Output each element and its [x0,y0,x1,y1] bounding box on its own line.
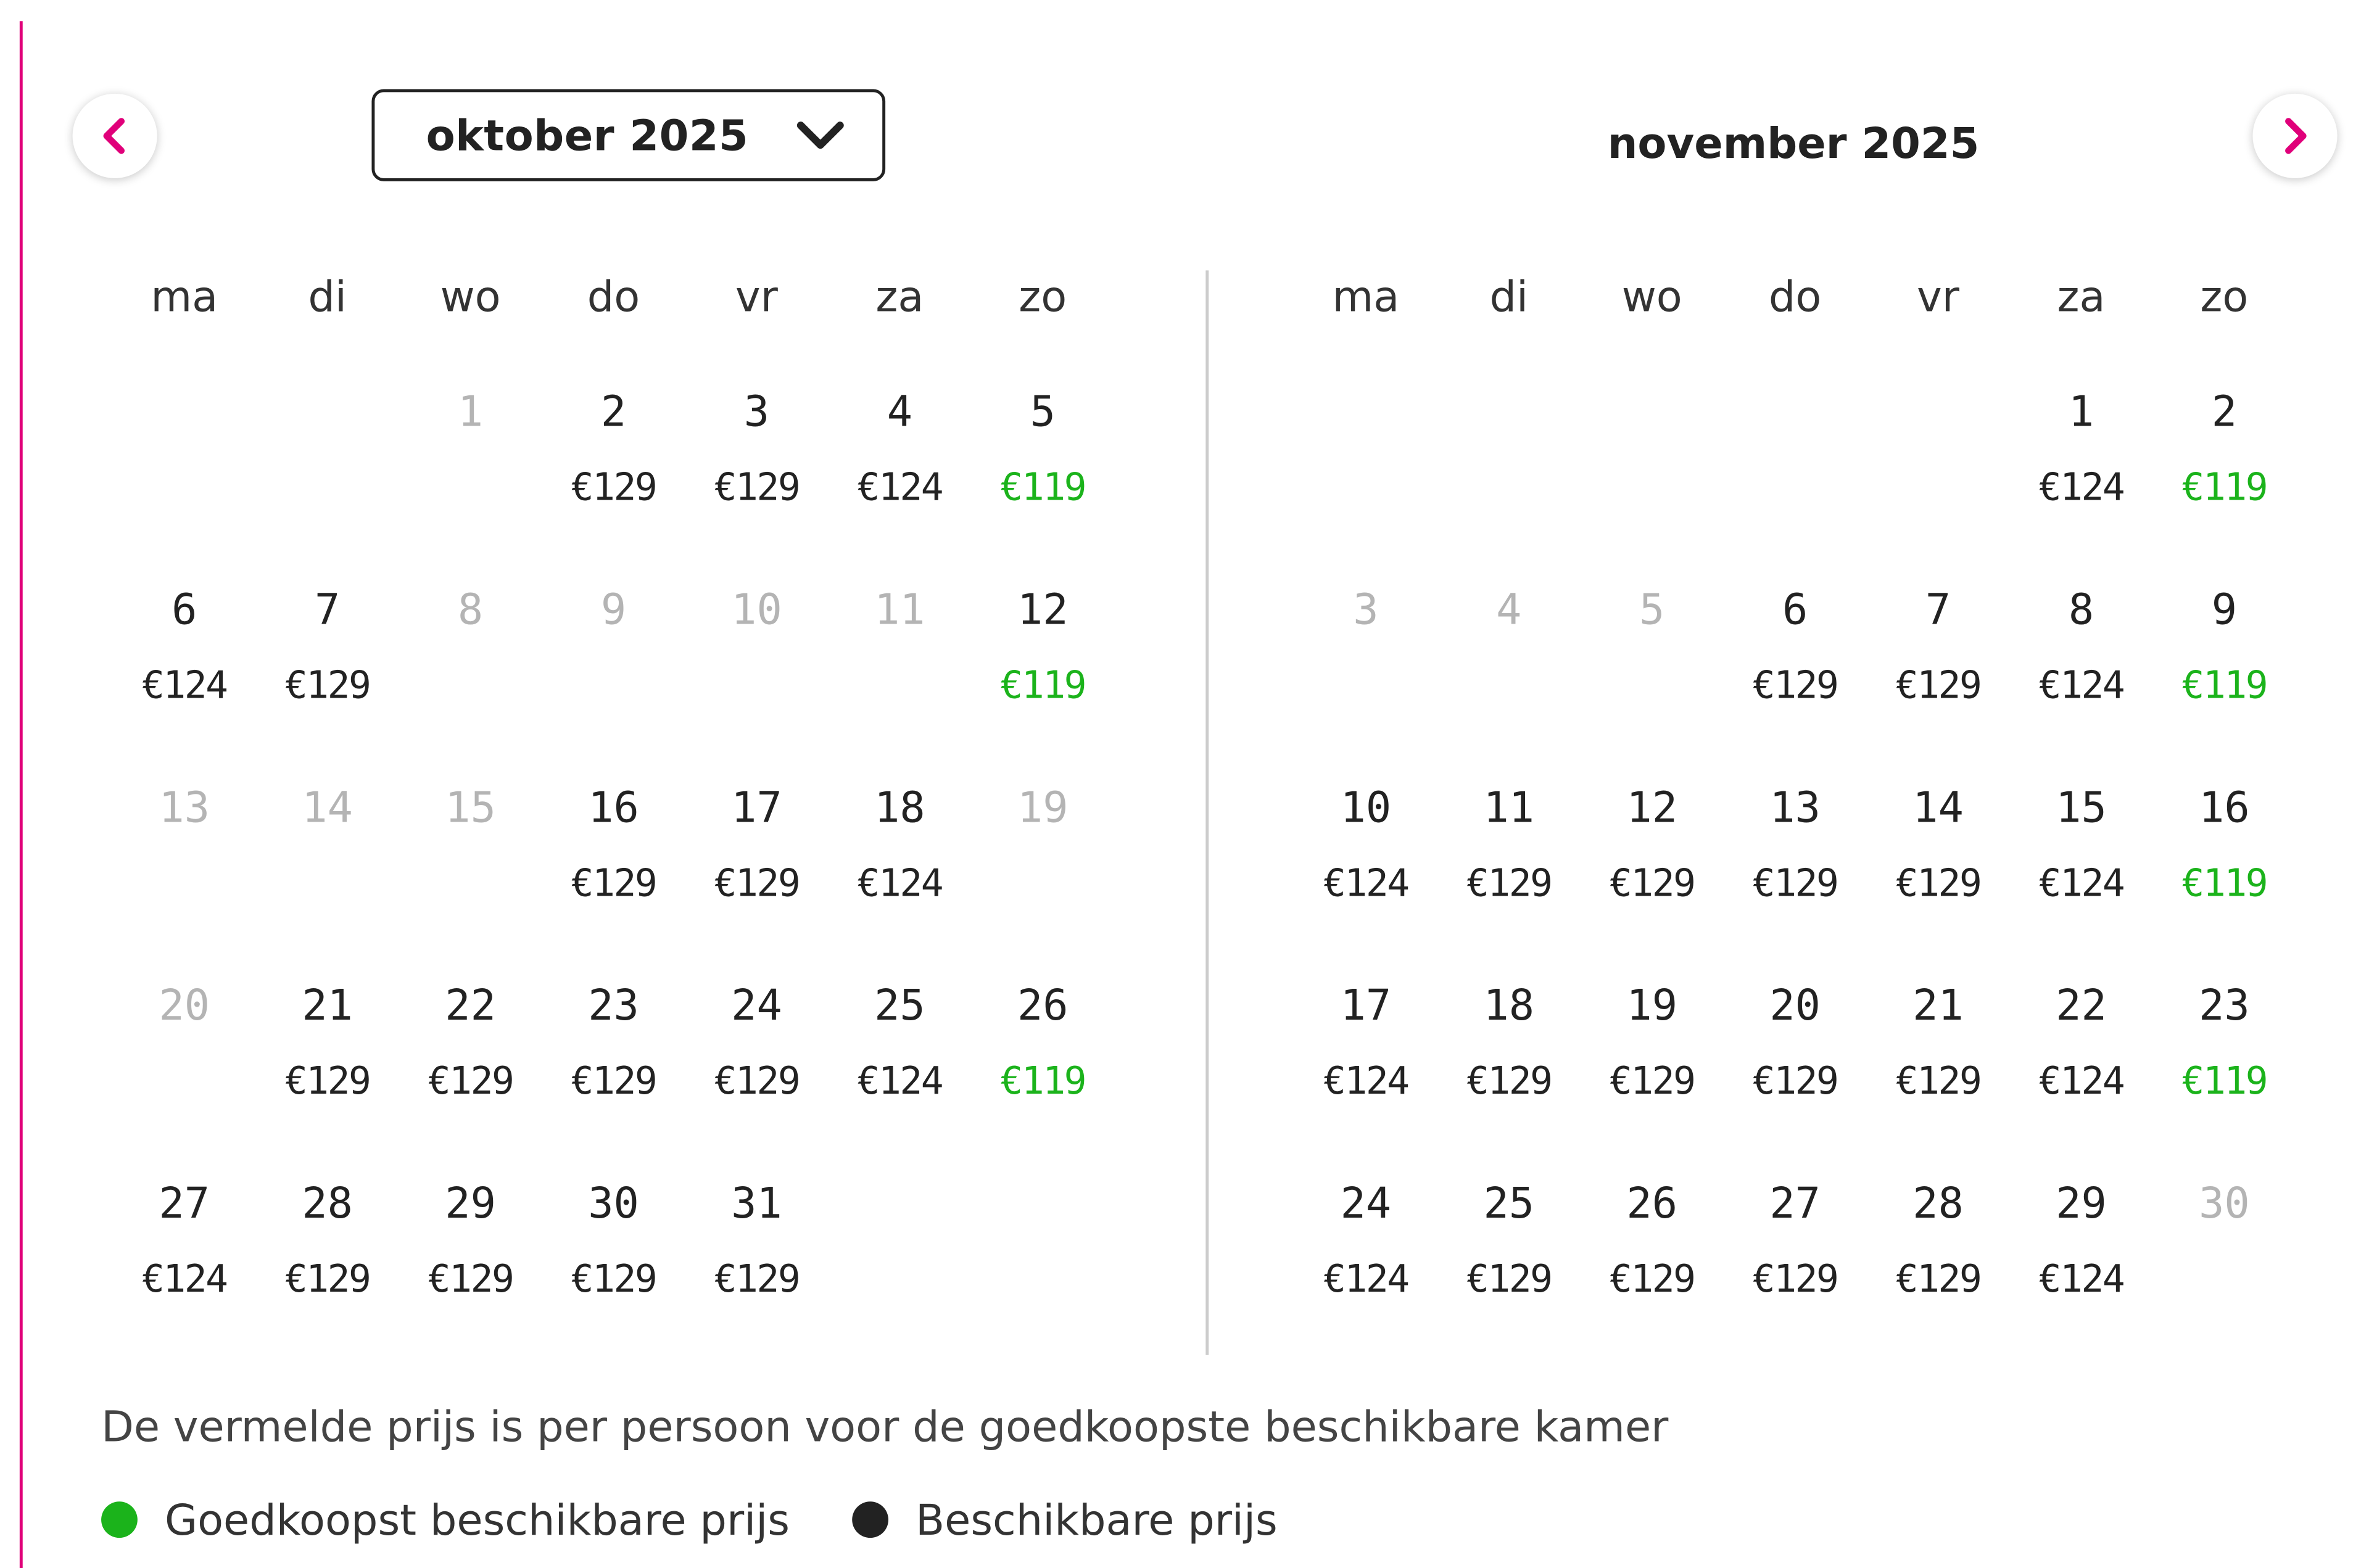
day-cell[interactable] [1296,783,1435,949]
weekday-header: za [2057,271,2106,322]
day-number: 29 [2056,1178,2107,1229]
day-cell[interactable] [830,387,969,553]
day-number: 28 [1912,1178,1964,1229]
day-price: €119 [2181,1058,2267,1103]
day-cell [2155,1178,2294,1344]
day-price: €129 [571,1256,656,1301]
day-price: €119 [1000,465,1086,510]
day-cell[interactable] [544,387,683,553]
day-number: 19 [1017,782,1069,833]
day-price: €129 [1752,1256,1838,1301]
day-cell[interactable] [401,1178,540,1344]
day-price: €129 [1609,1256,1695,1301]
day-price: €129 [1895,663,1981,708]
day-number: 9 [2211,584,2238,635]
day-price: €119 [2181,860,2267,905]
day-number: 4 [1496,584,1522,635]
legend-cheapest [101,1490,790,1550]
day-cell [401,585,540,751]
day-cell [258,783,397,949]
day-price: €129 [1752,1058,1838,1103]
weekday-header: ma [151,271,218,322]
day-number: 5 [1639,584,1665,635]
day-cell[interactable] [974,585,1112,751]
month-dropdown-label: oktober 2025 [426,110,749,160]
day-cell[interactable] [115,1178,254,1344]
day-cell [1582,585,1721,751]
day-cell [544,585,683,751]
legend-label-available: Beschikbare prijs [916,1495,1278,1545]
day-cell[interactable] [115,585,254,751]
month-divider [1205,270,1209,1355]
day-number: 26 [1626,1178,1678,1229]
day-price: €124 [857,1058,943,1103]
day-price: €124 [2038,1256,2124,1301]
day-price: €124 [2038,860,2124,905]
day-cell[interactable] [1582,980,1721,1146]
day-cell[interactable] [830,980,969,1146]
chevron-down-icon [795,118,846,152]
day-number: 26 [1017,980,1069,1031]
day-price: €124 [2038,1058,2124,1103]
price-note: De vermelde prijs is per persoon voor de goedkoopste beschikbare kamer [101,1401,1669,1452]
day-number: 20 [1769,980,1821,1031]
day-price: €119 [1000,1058,1086,1103]
day-cell [115,980,254,1146]
day-number: 10 [1340,782,1392,833]
day-cell [1296,585,1435,751]
day-cell[interactable] [1439,980,1578,1146]
day-price: €124 [1323,1256,1408,1301]
day-price: €129 [284,1058,370,1103]
day-number: 15 [445,782,496,833]
day-cell[interactable] [258,1178,397,1344]
previous-month-button[interactable] [73,94,157,178]
day-cell[interactable] [2012,1178,2151,1344]
day-cell [830,585,969,751]
day-number: 13 [159,782,210,833]
day-cell[interactable] [544,980,683,1146]
day-cell[interactable] [687,783,826,949]
day-cell[interactable] [974,387,1112,553]
weekday-header: di [1489,271,1529,322]
day-cell[interactable] [2012,585,2151,751]
day-number: 28 [302,1178,353,1229]
day-number: 11 [874,584,925,635]
day-number: 18 [874,782,925,833]
day-price: €129 [1895,860,1981,905]
day-price: €129 [714,465,800,510]
day-number: 6 [172,584,197,635]
day-cell[interactable] [2155,980,2294,1146]
day-number: 30 [2199,1178,2250,1229]
day-cell[interactable] [544,783,683,949]
day-cell [1439,585,1578,751]
day-number: 3 [1353,584,1379,635]
day-number: 12 [1017,584,1069,635]
day-number: 10 [731,584,782,635]
day-price: €129 [284,663,370,708]
day-number: 16 [588,782,639,833]
day-number: 25 [1483,1178,1535,1229]
day-cell[interactable] [830,783,969,949]
day-cell[interactable] [687,980,826,1146]
day-cell[interactable] [974,980,1112,1146]
day-price: €124 [141,663,227,708]
day-number: 29 [445,1178,496,1229]
day-price: €129 [428,1256,513,1301]
day-price: €124 [141,1256,227,1301]
day-number: 2 [600,386,627,437]
day-cell[interactable] [2155,783,2294,949]
day-cell[interactable] [1726,585,1864,751]
day-number: 22 [445,980,496,1031]
day-number: 2 [2211,386,2238,437]
day-price: €124 [857,860,943,905]
day-number: 14 [1912,782,1964,833]
weekday-header: za [875,271,924,322]
day-price: €124 [1323,1058,1408,1103]
day-cell[interactable] [1869,783,2007,949]
day-number: 13 [1769,782,1821,833]
day-cell[interactable] [2012,387,2151,553]
day-number: 14 [302,782,353,833]
day-price: €124 [1323,860,1408,905]
day-cell[interactable] [1726,1178,1864,1344]
day-cell [974,783,1112,949]
day-number: 30 [588,1178,639,1229]
day-number: 1 [457,386,484,437]
weekday-header: zo [1019,271,1067,322]
day-number: 5 [1030,386,1056,437]
day-cell[interactable] [1869,980,2007,1146]
day-cell[interactable] [1726,980,1864,1146]
day-price: €129 [1752,860,1838,905]
weekday-header: do [1768,271,1822,322]
next-month-button[interactable] [2252,94,2337,178]
day-price: €129 [571,465,656,510]
day-number: 22 [2056,980,2107,1031]
day-cell [115,783,254,949]
day-number: 9 [600,584,627,635]
day-number: 24 [731,980,782,1031]
day-cell[interactable] [2012,783,2151,949]
day-cell [687,585,826,751]
day-price: €129 [1609,860,1695,905]
day-cell[interactable] [544,1178,683,1344]
day-price: €129 [1466,1058,1552,1103]
day-number: 27 [1769,1178,1821,1229]
day-number: 27 [159,1178,210,1229]
day-cell[interactable] [687,1178,826,1344]
legend-label-cheapest: Goedkoopst beschikbare prijs [164,1495,790,1545]
day-price: €129 [1609,1058,1695,1103]
day-cell[interactable] [1582,783,1721,949]
chevron-left-icon [95,117,134,156]
weekday-header: wo [440,271,501,322]
day-price: €129 [714,1256,800,1301]
day-cell[interactable] [1869,585,2007,751]
chevron-right-icon [2275,117,2315,156]
day-number: 8 [457,584,484,635]
day-number: 25 [874,980,925,1031]
day-cell[interactable] [687,387,826,553]
weekday-header: wo [1621,271,1682,322]
month-dropdown[interactable] [371,89,885,181]
day-number: 6 [1782,584,1808,635]
day-price: €129 [714,860,800,905]
day-number: 19 [1626,980,1678,1031]
day-number: 20 [159,980,210,1031]
day-number: 8 [2068,584,2094,635]
day-price: €124 [2038,663,2124,708]
day-price: €129 [1466,860,1552,905]
day-number: 4 [887,386,913,437]
day-price: €129 [1466,1256,1552,1301]
legend-dot-available [852,1501,888,1538]
day-number: 7 [315,584,341,635]
weekday-header: vr [1917,271,1959,322]
day-price: €129 [428,1058,513,1103]
day-number: 21 [1912,980,1964,1031]
day-cell[interactable] [258,980,397,1146]
day-number: 11 [1483,782,1535,833]
day-price: €129 [571,860,656,905]
day-cell [401,387,540,553]
day-price: €129 [1895,1058,1981,1103]
day-cell[interactable] [401,980,540,1146]
weekday-header: do [587,271,640,322]
day-number: 31 [731,1178,782,1229]
day-number: 23 [2199,980,2250,1031]
day-cell[interactable] [1582,1178,1721,1344]
day-price: €129 [1895,1256,1981,1301]
day-number: 15 [2056,782,2107,833]
day-cell[interactable] [2155,585,2294,751]
day-price: €124 [2038,465,2124,510]
legend-available [852,1490,1278,1550]
day-cell [401,783,540,949]
legend-dot-cheapest [101,1501,138,1538]
day-number: 17 [1340,980,1392,1031]
month-title: november 2025 [1607,118,1980,169]
day-number: 18 [1483,980,1535,1031]
day-number: 23 [588,980,639,1031]
day-price: €119 [2181,465,2267,510]
day-number: 7 [1925,584,1951,635]
day-price: €129 [1752,663,1838,708]
accent-border [20,21,23,1568]
day-price: €129 [714,1058,800,1103]
day-number: 16 [2199,782,2250,833]
weekday-header: vr [735,271,778,322]
day-price: €129 [571,1058,656,1103]
day-price: €124 [857,465,943,510]
day-cell[interactable] [2012,980,2151,1146]
day-number: 12 [1626,782,1678,833]
day-cell[interactable] [1296,980,1435,1146]
day-number: 17 [731,782,782,833]
weekday-header: di [308,271,347,322]
day-number: 21 [302,980,353,1031]
day-price: €129 [284,1256,370,1301]
day-cell[interactable] [1296,1178,1435,1344]
weekday-header: zo [2200,271,2249,322]
day-cell[interactable] [1439,1178,1578,1344]
day-cell[interactable] [1726,783,1864,949]
weekday-header: ma [1332,271,1400,322]
day-cell[interactable] [2155,387,2294,553]
day-number: 24 [1340,1178,1392,1229]
day-cell[interactable] [258,585,397,751]
day-price: €119 [1000,663,1086,708]
day-price: €119 [2181,663,2267,708]
day-cell[interactable] [1439,783,1578,949]
day-number: 1 [2068,386,2094,437]
day-cell[interactable] [1869,1178,2007,1344]
day-number: 3 [743,386,770,437]
